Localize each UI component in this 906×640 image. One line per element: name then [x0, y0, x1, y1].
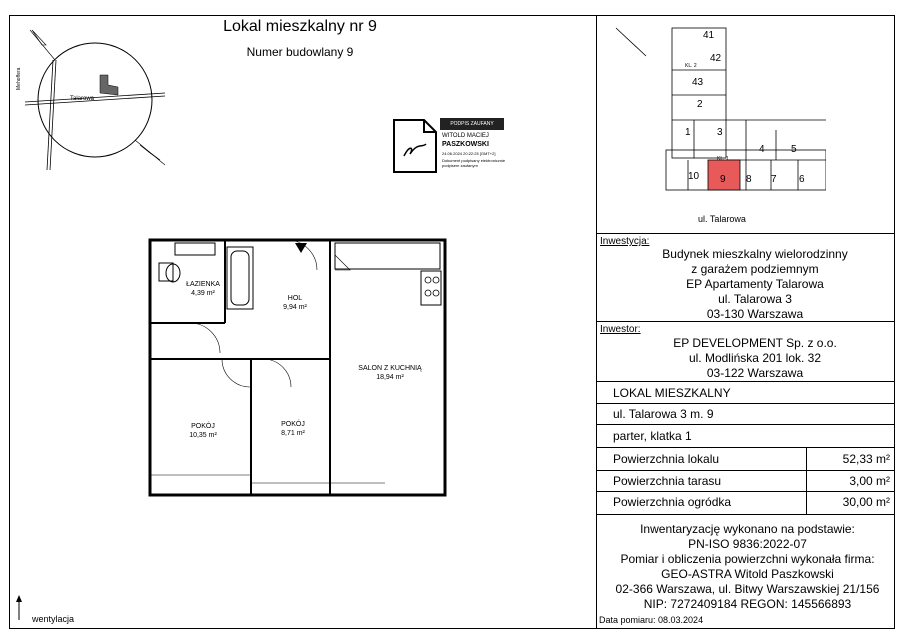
divider	[596, 514, 895, 515]
signature-name-1: WITOLD MACIEJ	[442, 133, 489, 139]
keyplan-unit-41: 41	[703, 30, 715, 41]
street-label-mehoffera: Mehoffera	[16, 67, 22, 90]
room-name-pokoj-2: POKÓJ	[281, 421, 305, 428]
divider	[596, 321, 895, 322]
measurement-date: Data pomiaru: 08.03.2024	[599, 615, 704, 625]
divider	[596, 424, 895, 425]
investment-line: z garażem podziemnym	[691, 262, 819, 276]
investor-line: 03-122 Warszawa	[706, 366, 804, 380]
footer-line: Inwentaryzację wykonano na podstawie:	[640, 522, 855, 536]
divider	[596, 470, 895, 471]
keyplan-unit-2: 2	[697, 99, 703, 110]
divider	[596, 233, 895, 234]
keyplan-unit-6: 6	[799, 174, 805, 185]
keyplan-unit-42: 42	[710, 53, 722, 64]
keyplan-unit-3: 3	[717, 127, 723, 138]
investment-line: Budynek mieszkalny wielorodzinny	[662, 247, 848, 261]
unit-heading: LOKAL MIESZKALNY	[613, 386, 731, 400]
street-label-talarowa: Talarowa	[70, 96, 95, 102]
footer-line: 02-366 Warszawa, ul. Bitwy Warszawskiej 21/156	[615, 582, 880, 596]
unit-address: ul. Talarowa 3 m. 9	[613, 407, 714, 421]
investor-line: ul. Modlińska 201 lok. 32	[688, 351, 822, 365]
divider	[596, 403, 895, 404]
area-label-ogrodek: Powierzchnia ogródka	[613, 495, 732, 509]
signature-name-2: PASZKOWSKI	[442, 141, 489, 148]
investor-info	[610, 336, 900, 381]
keyplan	[606, 20, 826, 210]
divider	[596, 381, 895, 382]
room-area-hol: 9,94 m²	[283, 304, 307, 311]
keyplan-label-kl1: KL. 1	[717, 156, 729, 162]
investment-info	[610, 247, 900, 322]
document-icon	[392, 118, 438, 174]
room-name-salon: SALON Z KUCHNIĄ	[358, 365, 422, 372]
footer-line: GEO-ASTRA Witold Paszkowski	[661, 567, 834, 581]
footer-line: PN-ISO 9836:2022-07	[688, 537, 807, 551]
ventilation-arrow-icon	[14, 594, 24, 620]
area-value-ogrodek: 30,00 m²	[842, 495, 890, 509]
investment-label: Inwestycja:	[600, 236, 650, 247]
page-subtitle: Numer budowlany 9	[246, 45, 354, 59]
keyplan-unit-1: 1	[685, 127, 691, 138]
investor-label: Inwestor:	[600, 324, 641, 335]
keyplan-unit-10: 10	[688, 171, 700, 182]
room-area-lazienka: 4,39 m²	[191, 290, 215, 297]
room-area-salon: 18,94 m²	[376, 374, 404, 381]
keyplan-unit-4: 4	[759, 144, 765, 155]
room-name-lazienka: ŁAZIENKA	[186, 281, 220, 288]
investment-line: 03-130 Warszawa	[706, 307, 804, 321]
room-area-pokoj-1: 10,35 m²	[189, 432, 217, 439]
area-label-lokal: Powierzchnia lokalu	[613, 452, 720, 466]
investor-line: EP DEVELOPMENT Sp. z o.o.	[673, 336, 837, 350]
signature-badge: PODPIS ZAUFANY	[440, 118, 504, 130]
divider	[596, 491, 895, 492]
area-value-lokal: 52,33 m²	[842, 452, 890, 466]
unit-floor: parter, klatka 1	[613, 429, 692, 443]
keyplan-street: ul. Talarowa	[698, 214, 746, 224]
ventilation-label: wentylacja	[32, 614, 75, 624]
column-divider	[596, 15, 597, 629]
footer-line: Pomiar i obliczenia powierzchni wykonała firma:	[620, 552, 875, 566]
area-table-divider	[806, 447, 807, 514]
keyplan-unit-8: 8	[746, 174, 752, 185]
keyplan-label-kl2: KL. 2	[685, 63, 697, 69]
investment-line: EP Apartamenty Talarowa	[686, 277, 824, 291]
keyplan-unit-5: 5	[791, 144, 797, 155]
investment-line: ul. Talarowa 3	[718, 292, 792, 306]
room-name-hol: HOL	[287, 295, 303, 302]
divider	[596, 447, 895, 448]
keyplan-unit-9: 9	[720, 174, 726, 185]
keyplan-unit-7: 7	[771, 174, 777, 185]
area-value-taras: 3,00 m²	[849, 474, 890, 488]
measurement-info	[600, 522, 895, 612]
signature-timestamp: 24.06.2024 20:22:25 [GMT+2]	[442, 151, 496, 156]
keyplan-unit-43: 43	[692, 77, 704, 88]
area-label-taras: Powierzchnia tarasu	[613, 474, 722, 488]
room-area-pokoj-2: 8,71 m²	[281, 430, 305, 437]
signature-note: Dokument podpisany elektronicznie podpisem zaufanym	[442, 158, 506, 168]
location-map	[20, 25, 170, 185]
room-name-pokoj-1: POKÓJ	[191, 423, 215, 430]
footer-line: NIP: 7272409184 REGON: 145566893	[643, 597, 852, 611]
page-title: Lokal mieszkalny nr 9	[223, 18, 377, 35]
